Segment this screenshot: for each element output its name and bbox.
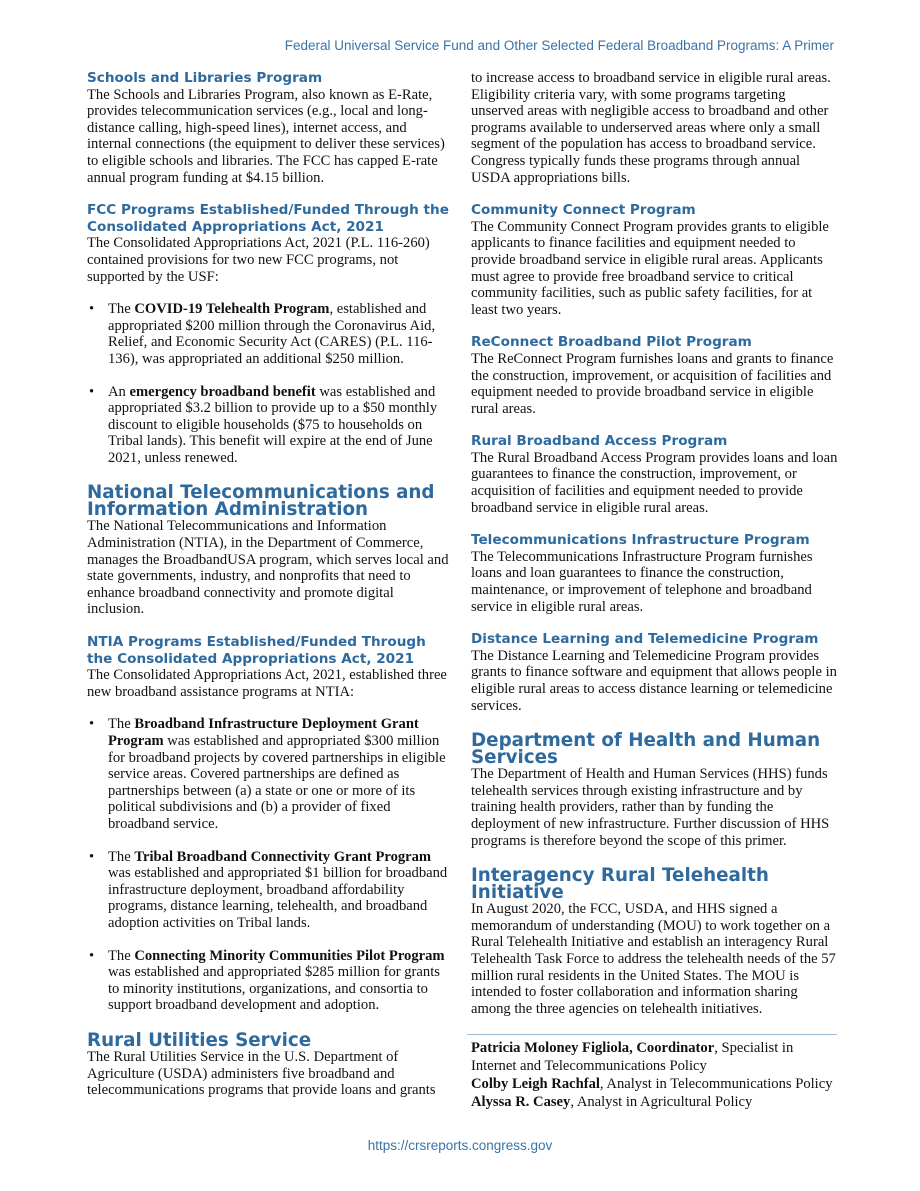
reconnect-body: The ReConnect Program furnishes loans and grants to finance the construction, improvement, or acquisition of facilities and equipment needed to provide broadband service in eligible rural areas. (471, 350, 834, 417)
telecom-infrastructure-heading: Telecommunications Infrastructure Program (471, 532, 810, 549)
ntia-body: The National Telecommunications and Information Administration (NTIA), in the Department of Commerce, manages the BroadbandUSA program, which serves local and state governments, industry, and nonprofits that need to enhance broadband connectivity and promote digital inclusion. (87, 518, 449, 618)
author-line: Patricia Moloney Figliola, Coordinator, Specialist in Internet and Telecommunications Policy (471, 1040, 794, 1075)
ntia-caa-heading: NTIA Programs Established/Funded Through the Consolidated Appropriations Act, 2021 (87, 634, 426, 667)
community-connect-body: The Community Connect Program provides grants to eligible applicants to finance facilities and equipment needed to provide broadband service in eligible rural areas. Applicants must agree to provide free broadband service to critical community facilities, such as public safety facilities, for at least two years. (471, 218, 829, 318)
rural-broadband-access-heading: Rural Broadband Access Program (471, 433, 728, 450)
bullet-icon: • (89, 301, 95, 318)
fcc-caa-body: The Consolidated Appropriations Act, 2021 (P.L. 116-260) contained provisions for two new FCC programs, not supported by the USF: (87, 235, 430, 285)
rus-heading: Rural Utilities Service (87, 1029, 312, 1051)
left-column (87, 70, 451, 1099)
hhs-heading: Department of Health and Human Services (471, 730, 821, 769)
telecom-infrastructure-body: The Telecommunications Infrastructure Program furnishes loans and loan guarantees to finance the construction, maintenance, or improvement of telephone and broadband service in eligible rural areas. (471, 548, 813, 615)
list-item: • The COVID-19 Telehealth Program, established and appropriated $200 million through the Coronavirus Aid, Relief, and Economic Security Act (CARES) (P.L. 116-136), was appropriated an additional $250 million. (89, 301, 436, 367)
footer-url-link[interactable]: https://crsreports.congress.gov (367, 1138, 553, 1153)
bullet-icon: • (89, 848, 95, 865)
distance-learning-heading: Distance Learning and Telemedicine Program (471, 631, 819, 648)
rus-body-continued: to increase access to broadband service in eligible rural areas. Eligibility criteria vary, with some programs targeting unserved areas with negligible access to broadband and other programs available to underserved areas where only a small segment of the population has access to broadband service. Congress typically funds these programs through annual USDA appropriations bills. (471, 70, 831, 186)
bullet-icon: • (89, 716, 95, 733)
bullet-icon: • (89, 947, 95, 964)
list-item: • The Tribal Broadband Connectivity Grant Program was established and appropriated $1 billion for broadband infrastructure deployment, broadband affordability programs, distance learning, telehealth, and broadband adoption activities on Tribal lands. (89, 848, 448, 931)
right-column (471, 70, 839, 1111)
schools-body: The Schools and Libraries Program, also known as E-Rate, provides telecommunication services (e.g., local and long-distance calling, high-speed lines), internet access, and internal connections (the equipment to deliver these services) to eligible schools and libraries. The FCC has capped E-rate annual program funding at $4.15 billion. (87, 86, 445, 186)
hhs-body: The Department of Health and Human Services (HHS) funds telehealth services through existing infrastructure and by training health providers, rather than by funding the deployment of new infrastructure. Further discussion of HHS programs is therefore beyond the scope of this primer. (471, 766, 830, 849)
ntia-heading: National Telecommunications and Information Administration (87, 482, 435, 521)
list-item: • The Broadband Infrastructure Deployment Grant Program was established and appropriated $300 million for broadband projects by covered partnerships in eligible service areas. Covered partnerships are defined as partnerships between (a) a state or one or more of its political subdivisions and (b) a provider of fixed broadband service. (89, 716, 446, 832)
ntia-caa-body: The Consolidated Appropriations Act, 2021, established three new broadband assistance programs at NTIA: (87, 667, 447, 700)
list-item: • An emergency broadband benefit was established and appropriated $3.2 billion to provide up to a $50 monthly discount to eligible households ($75 to households on Tribal lands). This benefit will expire at the end of June 2021, unless renewed. (89, 383, 438, 466)
fcc-caa-heading: FCC Programs Established/Funded Through the Consolidated Appropriations Act, 2021 (87, 202, 449, 235)
bullet-icon: • (89, 383, 95, 400)
telehealth-initiative-heading: Interagency Rural Telehealth Initiative (471, 865, 769, 904)
distance-learning-body: The Distance Learning and Telemedicine Program provides grants to finance software and equipment that allows people in eligible rural areas to access distance learning or telemedicine services. (471, 647, 837, 714)
community-connect-heading: Community Connect Program (471, 202, 696, 219)
reconnect-heading: ReConnect Broadband Pilot Program (471, 334, 752, 351)
fcc-caa-list (87, 301, 451, 466)
list-item: • The Connecting Minority Communities Pilot Program was established and appropriated $285 million for grants to minority institutions, organizations, and consortia to support broadband development and adoption. (89, 947, 445, 1014)
rural-broadband-access-body: The Rural Broadband Access Program provides loans and loan guarantees to finance the construction, improvement, or acquisition of facilities and equipment needed to provide broadband service in eligible rural areas. (471, 449, 838, 516)
author-line: Colby Leigh Rachfal, Analyst in Telecommunications Policy (471, 1076, 833, 1093)
schools-heading: Schools and Libraries Program (87, 70, 323, 86)
rus-body: The Rural Utilities Service in the U.S. Department of Agriculture (USDA) administers five broadband and telecommunications programs that provide loans and grants (87, 1048, 436, 1099)
running-header: Federal Universal Service Fund and Other Selected Federal Broadband Programs: A Primer (284, 38, 834, 53)
telehealth-initiative-body: In August 2020, the FCC, USDA, and HHS signed a memorandum of understanding (MOU) to work together on a Rural Telehealth Initiative and establish an interagency Rural Telehealth Task Force to address the telehealth needs of the 57 million rural residents in the United States. The MOU is intended to foster collaboration and information sharing among the three agencies on telehealth initiatives. (471, 901, 836, 1017)
author-line: Alyssa R. Casey, Analyst in Agricultural Policy (471, 1094, 753, 1111)
ntia-caa-list (87, 716, 451, 1014)
